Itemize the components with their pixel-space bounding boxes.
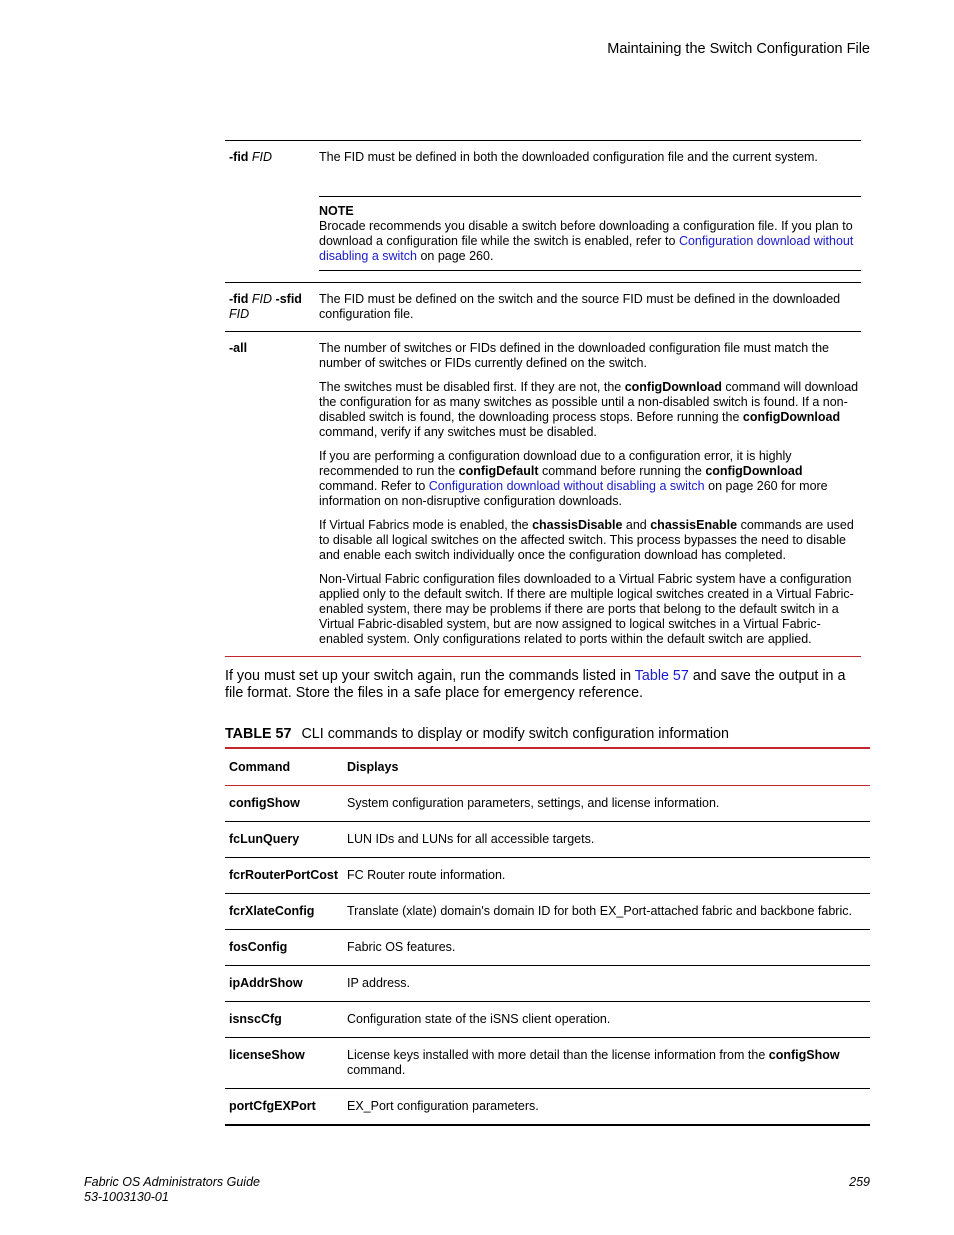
table-row	[225, 894, 870, 930]
commands-table	[225, 747, 870, 1126]
table-row	[225, 1089, 870, 1126]
table-caption	[225, 726, 729, 742]
footer-guide-title: Fabric OS Administrators Guide	[84, 1175, 260, 1189]
paragraph: The number of switches or FIDs defined in the downloaded configuration file must match the number of switches or FIDs currently defined on the switch.	[319, 341, 829, 370]
note-box	[319, 196, 861, 271]
footer-doc-id: 53-1003130-01	[84, 1190, 169, 1204]
option-description: The FID must be defined on the switch and the source FID must be defined in the downloaded configuration file.	[319, 292, 841, 321]
option-name: -fid FID -sfid FID	[229, 292, 302, 321]
option-row-fid-sfid	[225, 282, 861, 331]
table-57-link[interactable]: Table 57	[634, 668, 689, 684]
table-row	[225, 966, 870, 1002]
option-description	[319, 341, 861, 647]
running-header: Maintaining the Switch Configuration File	[607, 41, 870, 57]
option-name: -fid FID	[229, 150, 273, 164]
command-cell: licenseShow	[229, 1048, 305, 1062]
footer-doc-info	[84, 1175, 260, 1205]
option-name: -all	[229, 341, 248, 355]
note-label: NOTE	[319, 204, 354, 218]
displays-cell: EX_Port configuration parameters.	[347, 1099, 539, 1113]
paragraph: The switches must be disabled first. If they are not, the configDownload command will download the configuration for as many switches as possible until a non-disabled switch is found. If a non-disabled switch is found, the downloading process stops. Before running the configDownload command, verify if any switches must be disabled.	[319, 380, 859, 439]
option-row-all	[225, 331, 861, 657]
config-download-link[interactable]: Configuration download without disabling a switch	[428, 479, 705, 493]
displays-cell: Fabric OS features.	[347, 940, 456, 954]
column-header-command: Command	[229, 760, 291, 774]
command-cell: portCfgEXPort	[229, 1099, 316, 1113]
displays-cell: Translate (xlate) domain's domain ID for both EX_Port-attached fabric and backbone fabric.	[347, 904, 852, 918]
displays-cell: LUN IDs and LUNs for all accessible targets.	[347, 832, 595, 846]
page-number: 259	[849, 1175, 870, 1189]
command-cell: configShow	[229, 796, 300, 810]
command-cell: fcrXlateConfig	[229, 904, 315, 918]
note-text: Brocade recommends you disable a switch before downloading a configuration file. If you plan to download a configuration file while the switch is enabled, refer to Configuration download without disabling a switch on page 260.	[319, 219, 854, 263]
option-description: The FID must be defined in both the downloaded configuration file and the current system. NOTE Brocade recommends you disable a switch before downloading a configuration file. If you plan to download a configuration file while the switch is enabled, refer to Configuration download without disabling a switch on page 260.	[319, 150, 861, 273]
table-row	[225, 822, 870, 858]
column-header-displays: Displays	[347, 760, 399, 774]
options-table	[225, 140, 861, 657]
table-row	[225, 1002, 870, 1038]
paragraph: Non-Virtual Fabric configuration files downloaded to a Virtual Fabric system have a configuration applied only to the default switch. If there are multiple logical switches created in a Virtual Fabric-enabled system, there may be problems if there are ports that belong to the default switch in a Virtual Fabric-disabled system, but are now assigned to logical switches in a Virtual Fabric-enabled system. Only configurations related to ports within the default switch are applied.	[319, 572, 854, 646]
paragraph: If you are performing a configuration download due to a configuration error, it is highly recommended to run the configDefault command before running the configDownload command. Refer to Configuration download without disabling a switch on page 260 for more information on non-disruptive configuration downloads.	[319, 449, 828, 508]
table-row	[225, 786, 870, 822]
displays-cell: License keys installed with more detail than the license information from the configShow command.	[347, 1048, 840, 1077]
table-label: TABLE 57	[225, 726, 292, 742]
body-paragraph: If you must set up your switch again, run the commands listed in Table 57 and save the output in a file format. Store the files in a safe place for emergency reference.	[225, 668, 846, 701]
displays-cell: FC Router route information.	[347, 868, 506, 882]
command-cell: ipAddrShow	[229, 976, 303, 990]
table-row	[225, 930, 870, 966]
displays-cell: Configuration state of the iSNS client operation.	[347, 1012, 611, 1026]
table-row	[225, 858, 870, 894]
table-header-row	[225, 749, 870, 786]
table-title: CLI commands to display or modify switch configuration information	[301, 726, 729, 742]
command-cell: isnscCfg	[229, 1012, 282, 1026]
table-row	[225, 1038, 870, 1089]
option-row-fid	[225, 141, 861, 282]
command-cell: fosConfig	[229, 940, 288, 954]
paragraph: If Virtual Fabrics mode is enabled, the chassisDisable and chassisEnable commands are used to disable all logical switches on the affected switch. This process bypasses the need to disable and enable each switch individually once the configuration download has completed.	[319, 518, 854, 562]
displays-cell: IP address.	[347, 976, 411, 990]
command-cell: fcLunQuery	[229, 832, 300, 846]
command-cell: fcrRouterPortCost	[229, 868, 339, 882]
displays-cell: System configuration parameters, settings, and license information.	[347, 796, 720, 810]
config-download-link[interactable]: Configuration download without disabling a switch	[319, 234, 854, 263]
